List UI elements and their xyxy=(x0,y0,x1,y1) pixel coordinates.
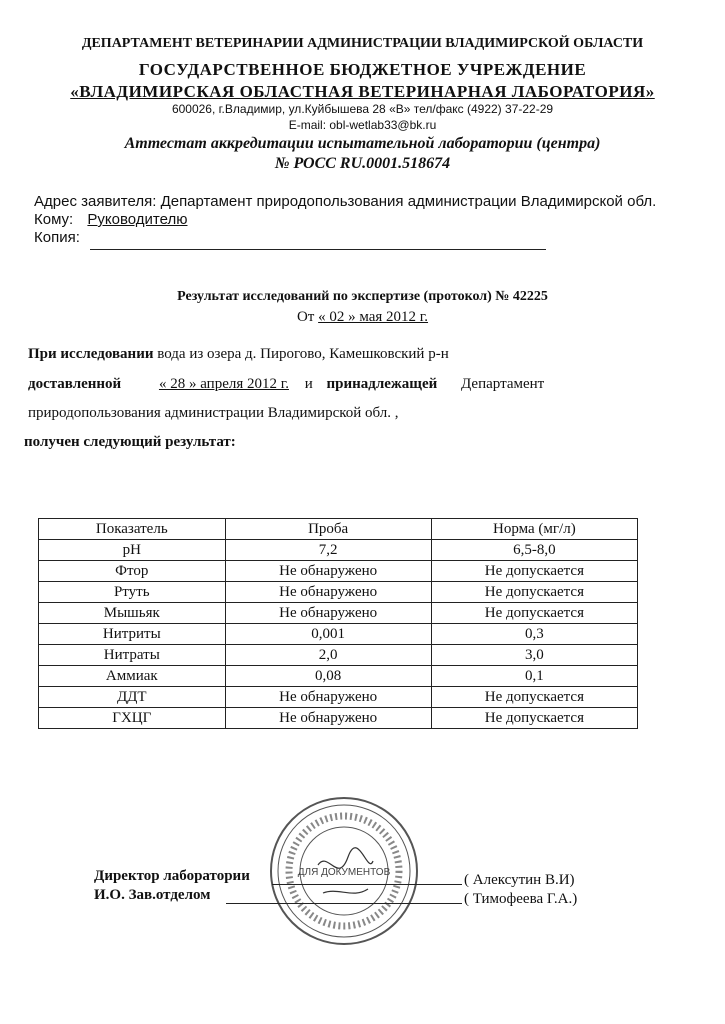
sample-cell: 0,001 xyxy=(225,624,431,645)
protocol-date-value: « 02 » мая 2012 г. xyxy=(318,309,429,325)
indicator-cell: Ртуть xyxy=(39,582,226,603)
norm-cell: 0,3 xyxy=(431,624,637,645)
delivered-label: доставленной xyxy=(28,376,122,392)
header-sample: Проба xyxy=(225,519,431,540)
sample-cell: Не обнаружено xyxy=(225,582,431,603)
protocol-date-prefix: От xyxy=(296,309,315,325)
table-row xyxy=(39,666,638,687)
recipient-to xyxy=(34,211,187,228)
delivered-line xyxy=(28,376,678,393)
header-norm: Норма (мг/л) xyxy=(431,519,637,540)
sample-cell: Не обнаружено xyxy=(225,708,431,729)
indicator-cell: Нитриты xyxy=(39,624,226,645)
applicant-address xyxy=(34,193,656,210)
norm-cell: Не допускается xyxy=(431,561,637,582)
applicant-address-value: Департамент природопользования администрации Владимирской обл. xyxy=(160,193,657,210)
norm-cell: Не допускается xyxy=(431,582,637,603)
org-email: E-mail: obl-wetlab33@bk.ru xyxy=(288,118,437,132)
research-value: вода из озера д. Пирогово, Камешковский р-н xyxy=(157,346,449,362)
table-header-row xyxy=(39,519,638,540)
norm-cell: 6,5-8,0 xyxy=(431,540,637,561)
protocol-title: Результат исследований по экспертизе (протокол) № 42225 xyxy=(177,289,548,304)
sample-cell: 7,2 xyxy=(225,540,431,561)
head-name: ( Тимофеева Г.А.) xyxy=(464,891,578,907)
belongs-label: принадлежащей xyxy=(326,376,438,392)
table-row xyxy=(39,624,638,645)
stamp-text: ДЛЯ ДОКУМЕНТОВ xyxy=(297,867,391,878)
recipient-copy xyxy=(34,229,80,246)
table-row xyxy=(39,561,638,582)
indicator-cell: pH xyxy=(39,540,226,561)
norm-cell: Не допускается xyxy=(431,708,637,729)
applicant-address-label: Адрес заявителя: xyxy=(34,193,157,210)
norm-cell: Не допускается xyxy=(431,687,637,708)
research-label: При исследовании xyxy=(28,346,154,362)
header-indicator: Показатель xyxy=(39,519,226,540)
table-row xyxy=(39,687,638,708)
indicator-cell: ДДТ xyxy=(39,687,226,708)
table-row xyxy=(39,603,638,624)
protocol-date xyxy=(0,309,725,326)
sample-cell: 0,08 xyxy=(225,666,431,687)
org-address: 600026, г.Владимир, ул.Куйбышева 28 «В» тел/факс (4922) 37-22-29 xyxy=(171,102,554,116)
table-row xyxy=(39,708,638,729)
head-sign-line xyxy=(226,903,462,904)
indicator-cell: Нитраты xyxy=(39,645,226,666)
recipient-to-value: Руководителю xyxy=(87,211,188,228)
belongs-value-2: природопользования администрации Владимирской обл. , xyxy=(28,405,399,421)
table-row xyxy=(39,540,638,561)
director-label: Директор лаборатории xyxy=(94,868,250,884)
official-stamp xyxy=(268,795,420,947)
norm-cell: 0,1 xyxy=(431,666,637,687)
recipient-to-label: Кому: xyxy=(34,211,74,228)
org-name-line2: «ВЛАДИМИРСКАЯ ОБЛАСТНАЯ ВЕТЕРИНАРНАЯ ЛАБОРАТОРИЯ» xyxy=(70,82,655,101)
sample-cell: Не обнаружено xyxy=(225,561,431,582)
indicator-cell: ГХЦГ xyxy=(39,708,226,729)
head-label: И.О. Зав.отделом xyxy=(94,887,211,903)
results-table xyxy=(38,518,638,729)
table-row xyxy=(39,645,638,666)
recipient-copy-label: Копия: xyxy=(34,229,80,246)
research-line xyxy=(28,346,449,363)
director-sign-line xyxy=(272,884,462,885)
indicator-cell: Мышьяк xyxy=(39,603,226,624)
director-name: ( Алексутин В.И) xyxy=(464,872,575,888)
sample-cell: 2,0 xyxy=(225,645,431,666)
department-heading: ДЕПАРТАМЕНТ ВЕТЕРИНАРИИ АДМИНИСТРАЦИИ ВЛАДИМИРСКОЙ ОБЛАСТИ xyxy=(81,36,644,51)
signature-mark-2 xyxy=(323,889,368,893)
accreditation-number: № РОСС RU.0001.518674 xyxy=(274,155,451,172)
indicator-cell: Фтор xyxy=(39,561,226,582)
indicator-cell: Аммиак xyxy=(39,666,226,687)
sample-cell: Не обнаружено xyxy=(225,687,431,708)
result-label: получен следующий результат: xyxy=(24,434,236,450)
copy-line xyxy=(90,249,546,250)
org-name-line1: ГОСУДАРСТВЕННОЕ БЮДЖЕТНОЕ УЧРЕЖДЕНИЕ xyxy=(138,60,587,79)
norm-cell: Не допускается xyxy=(431,603,637,624)
table-row xyxy=(39,582,638,603)
sample-cell: Не обнаружено xyxy=(225,603,431,624)
and-word: и xyxy=(304,376,313,392)
delivered-date: « 28 » апреля 2012 г. xyxy=(158,376,289,392)
belongs-value-1: Департамент xyxy=(461,376,545,392)
accreditation-title: Аттестат аккредитации испытательной лаборатории (центра) xyxy=(124,135,601,152)
norm-cell: 3,0 xyxy=(431,645,637,666)
signature-mark xyxy=(318,848,373,868)
